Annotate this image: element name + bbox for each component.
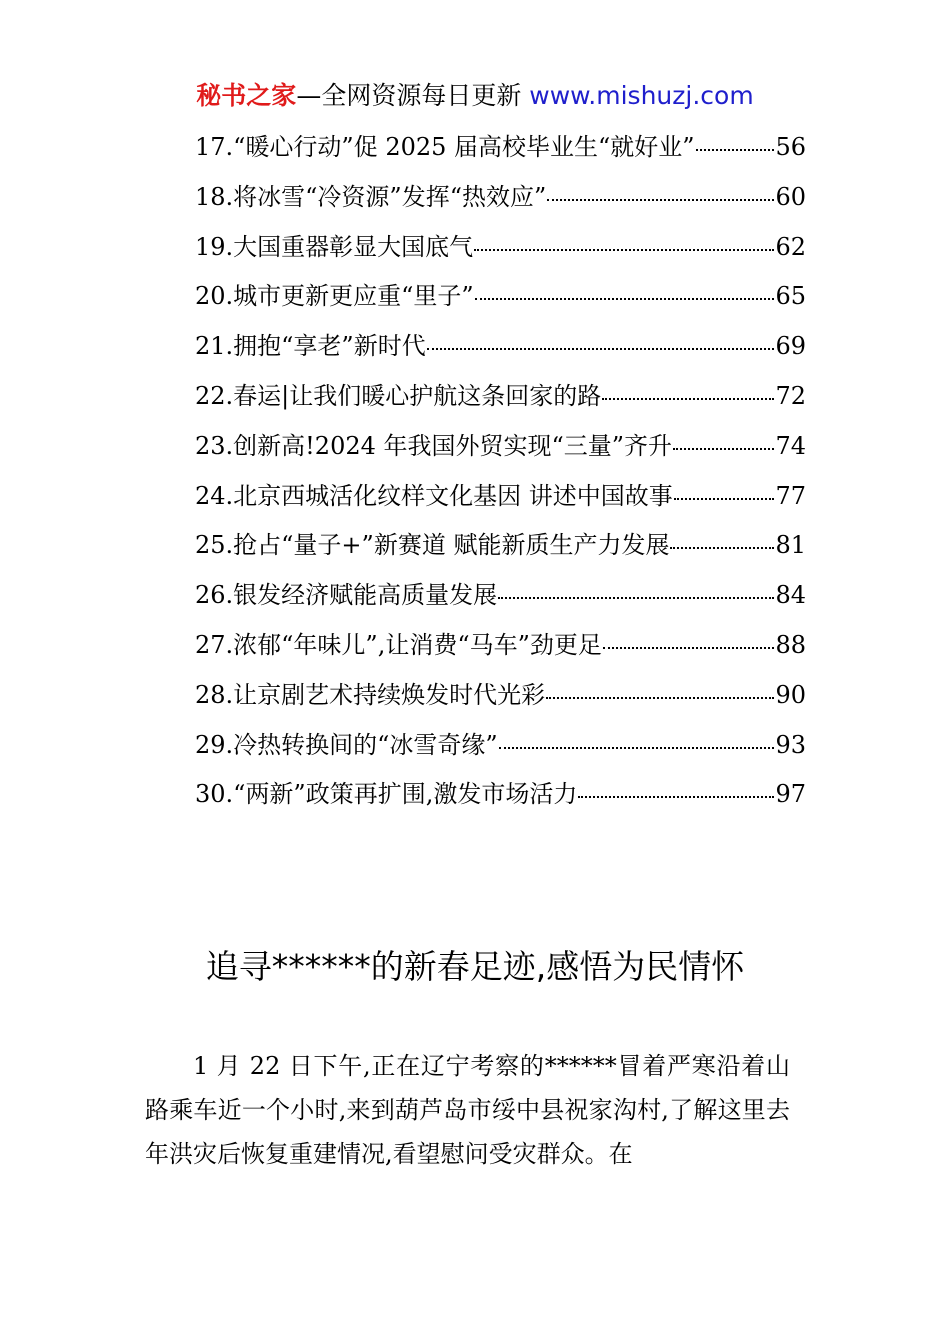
toc-entry[interactable] (195, 576, 806, 626)
toc-entry-page-number: 90 (775, 680, 806, 709)
toc-entry-page-number: 84 (775, 581, 806, 610)
header-tagline: —全网资源每日更新 (296, 81, 530, 110)
toc-dot-leader (602, 398, 774, 400)
toc-entry-title: 19.大国重器彰显大国底气 (195, 232, 474, 261)
toc-entry[interactable] (195, 228, 806, 278)
toc-dot-leader (499, 747, 775, 749)
toc-dot-leader (498, 597, 774, 599)
toc-entry-title: 28.让京剧艺术持续焕发时代光彩 (195, 680, 546, 709)
toc-dot-leader (603, 647, 775, 649)
article-paragraph: 1 月 22 日下午,正在辽宁考察的******冒着严寒沿着山路乘车近一个小时,来到葫芦岛市绥中县祝家沟村,了解这里去年洪灾后恢复重建情况,看望慰问受灾群众。在 (145, 1052, 790, 1168)
toc-entry[interactable] (195, 377, 806, 427)
toc-entry-page-number: 74 (775, 431, 806, 460)
toc-entry-page-number: 56 (775, 133, 806, 161)
toc-entry-title: 22.春运|让我们暖心护航这条回家的路 (195, 381, 602, 410)
toc-entry[interactable] (195, 526, 806, 576)
toc-dot-leader (427, 348, 775, 350)
table-of-contents (195, 128, 806, 825)
brand-name: 秘书之家 (196, 81, 297, 110)
toc-dot-leader (673, 448, 774, 450)
toc-entry-page-number: 81 (775, 531, 806, 560)
toc-entry-title: 27.浓郁“年味儿”,让消费“马车”劲更足 (195, 630, 602, 659)
toc-entry[interactable] (195, 128, 806, 178)
toc-entry-page-number: 93 (775, 730, 806, 759)
toc-dot-leader (474, 249, 774, 251)
toc-entry[interactable] (195, 626, 806, 676)
toc-dot-leader (674, 498, 775, 500)
toc-entry-title: 24.北京西城活化纹样文化基因 讲述中国故事 (195, 481, 673, 510)
page-header (0, 80, 950, 112)
toc-entry-title: 26.银发经济赋能高质量发展 (195, 581, 498, 610)
toc-dot-leader (578, 796, 774, 798)
toc-entry-page-number: 97 (775, 780, 806, 809)
toc-entry-title: 30.“两新”政策再扩围,激发市场活力 (195, 780, 578, 809)
website-link[interactable]: www.mishuzj.com (529, 81, 754, 110)
toc-entry-title: 29.冷热转换间的“冰雪奇缘” (195, 730, 498, 759)
toc-entry[interactable] (195, 775, 806, 825)
toc-entry-page-number: 72 (775, 381, 806, 410)
toc-entry-page-number: 77 (775, 481, 806, 510)
toc-entry-title: 20.城市更新更应重“里子” (195, 282, 474, 311)
toc-entry-page-number: 60 (775, 182, 806, 211)
toc-dot-leader (696, 149, 775, 151)
article-title: 追寻******的新春足迹,感悟为民情怀 (205, 947, 745, 986)
toc-entry[interactable] (195, 427, 806, 477)
toc-dot-leader (670, 547, 774, 549)
toc-entry[interactable] (195, 178, 806, 228)
toc-entry-title: 23.创新高!2024 年我国外贸实现“三量”齐升 (195, 431, 673, 460)
toc-entry-title: 18.将冰雪“冷资源”发挥“热效应” (195, 182, 547, 211)
toc-entry[interactable] (195, 726, 806, 776)
toc-entry-title: 17.“暖心行动”促 2025 届高校毕业生“就好业” (195, 133, 695, 161)
toc-dot-leader (546, 697, 774, 699)
toc-entry-page-number: 62 (775, 232, 806, 261)
toc-entry-page-number: 65 (775, 282, 806, 311)
toc-entry[interactable] (195, 277, 806, 327)
toc-entry-page-number: 69 (775, 332, 806, 361)
toc-entry[interactable] (195, 477, 806, 527)
toc-entry-title: 25.抢占“量子+”新赛道 赋能新质生产力发展 (195, 531, 670, 560)
toc-dot-leader (475, 298, 775, 300)
toc-entry[interactable] (195, 676, 806, 726)
toc-entry-title: 21.拥抱“享老”新时代 (195, 332, 426, 361)
toc-entry-page-number: 88 (775, 630, 806, 659)
toc-dot-leader (547, 199, 774, 201)
toc-entry[interactable] (195, 327, 806, 377)
